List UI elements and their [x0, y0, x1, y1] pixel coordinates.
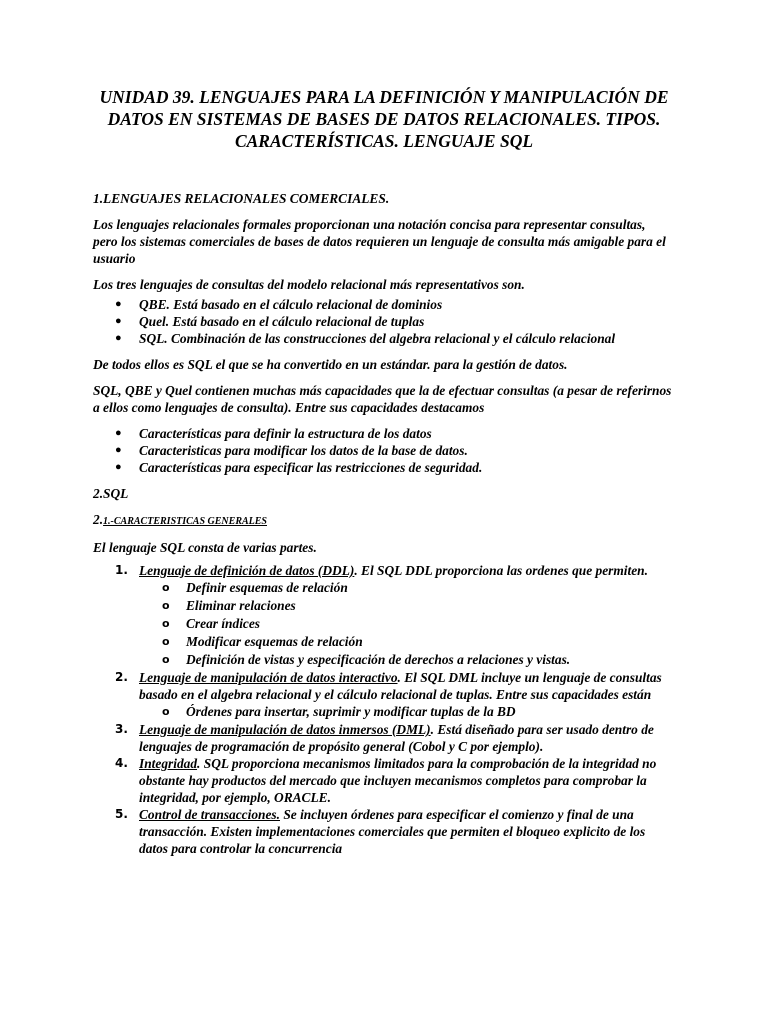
section-2-heading: 2.SQL [93, 486, 129, 501]
list-item [93, 459, 673, 476]
subsection-number: 2. [93, 512, 104, 527]
sub-item-text: Crear índices [186, 616, 261, 631]
paragraph: SQL, QBE y Quel contienen muchas más capacidades que la de efectuar consultas (a pesar de referirnos a ellos como lenguajes de consulta). Entre sus capacidades destacamos [93, 383, 672, 415]
bullet-icon: ● [115, 444, 122, 456]
sql-parts-list [93, 562, 673, 857]
item-text: . El SQL DML incluye un lenguaje de consultas basado en el algebra relacional y el cálculo relacional de tuplas. Entre sus capacidades están [139, 670, 662, 702]
item-term: Integridad [139, 756, 198, 771]
item-text: . El SQL DDL proporciona las ordenes que permiten. [354, 563, 648, 578]
sub-list-item [139, 615, 673, 633]
item-term: Lenguaje de definición de datos (DDL) [139, 563, 355, 578]
sub-item-text: Definir esquemas de relación [186, 580, 348, 595]
item-number: 4. [115, 756, 128, 770]
item-term: Lenguaje de manipulación de datos interactivo [139, 670, 398, 685]
sub-list-item [139, 597, 673, 615]
list-item [93, 330, 673, 347]
list-item [93, 313, 673, 330]
sub-list-item [139, 651, 673, 669]
sub-item-text: Órdenes para insertar, suprimir y modificar tuplas de la BD [186, 704, 516, 719]
circle-bullet-icon: o [162, 705, 170, 718]
circle-bullet-icon: o [162, 599, 170, 612]
sub-item-text: Definición de vistas y especificación de derechos a relaciones y vistas. [186, 652, 571, 667]
item-term: Control de transacciones. [139, 807, 280, 822]
list-item [93, 442, 673, 459]
circle-bullet-icon: o [162, 617, 170, 630]
paragraph: De todos ellos es SQL el que se ha convertido en un estándar. para la gestión de datos. [93, 357, 568, 372]
list-item-text: Características para definir la estructura de los datos [139, 426, 432, 441]
circle-bullet-icon: o [162, 653, 170, 666]
circle-bullet-icon: o [162, 581, 170, 594]
item-number: 1. [115, 563, 128, 577]
sub-list-item [139, 579, 673, 597]
numbered-item [93, 806, 673, 857]
sub-list [139, 703, 673, 721]
list-item-text: QBE. Está basado en el cálculo relacional de dominios [139, 297, 443, 312]
list-item [93, 425, 673, 442]
languages-list [93, 296, 673, 347]
document-title: UNIDAD 39. LENGUAJES PARA LA DEFINICIÓN Y MANIPULACIÓN DE DATOS EN SISTEMAS DE BASES DE DATOS RELACIONALES. TIPOS. CARACTERÍSTICAS. LENGUAJE SQL [99, 87, 669, 151]
item-number: 2. [115, 670, 128, 684]
subsection-title: 1.-CARACTERISTICAS GENERALES [103, 516, 267, 527]
bullet-icon: ● [115, 461, 122, 473]
sub-item-text: Modificar esquemas de relación [186, 634, 363, 649]
sub-item-text: Eliminar relaciones [186, 598, 296, 613]
list-item-text: Características para especificar las restricciones de seguridad. [139, 460, 483, 475]
section-1-heading: 1.LENGUAJES RELACIONALES COMERCIALES. [93, 191, 390, 206]
list-item [93, 296, 673, 313]
item-text: Se incluyen órdenes para especificar el comienzo y final de una transacción. Existen implementaciones comerciales que permiten el bloqueo explicito de los datos para controlar la concurrencia [139, 807, 646, 856]
sub-list-item [139, 633, 673, 651]
sub-list [139, 579, 673, 669]
numbered-item [93, 721, 673, 755]
item-number: 3. [115, 722, 128, 736]
bullet-icon: ● [115, 315, 122, 327]
subsection-heading [93, 511, 673, 530]
item-text: . SQL proporciona mecanismos limitados para la comprobación de la integridad no obstante hay productos del mercado que incluyen mecanismos completos para comprobar la integridad, por ejemplo, ORACLE. [139, 756, 657, 805]
paragraph: Los tres lenguajes de consultas del modelo relacional más representativos son. [93, 277, 525, 292]
sub-list-item [139, 703, 673, 721]
document-body [93, 190, 673, 857]
numbered-item [93, 755, 673, 806]
list-item-text: SQL. Combinación de las construcciones del algebra relacional y el cálculo relacional [139, 331, 616, 346]
capabilities-list [93, 425, 673, 476]
list-item-text: Quel. Está basado en el cálculo relacional de tuplas [139, 314, 425, 329]
bullet-icon: ● [115, 332, 122, 344]
item-number: 5. [115, 807, 128, 821]
item-text: . Está diseñado para ser usado dentro de lenguajes de programación de propósito general (Cobol y C por ejemplo). [139, 722, 654, 754]
circle-bullet-icon: o [162, 635, 170, 648]
paragraph: El lenguaje SQL consta de varias partes. [93, 540, 317, 555]
bullet-icon: ● [115, 427, 122, 439]
list-item-text: Caracteristicas para modificar los datos de la base de datos. [139, 443, 468, 458]
numbered-item [93, 669, 673, 721]
bullet-icon: ● [115, 298, 122, 310]
numbered-item [93, 562, 673, 669]
paragraph: Los lenguajes relacionales formales proporcionan una notación concisa para representar consultas, pero los sistemas comerciales de bases de datos requieren un lenguaje de consulta más amigable para el usuario [93, 217, 666, 266]
item-term: Lenguaje de manipulación de datos inmersos (DML) [139, 722, 431, 737]
